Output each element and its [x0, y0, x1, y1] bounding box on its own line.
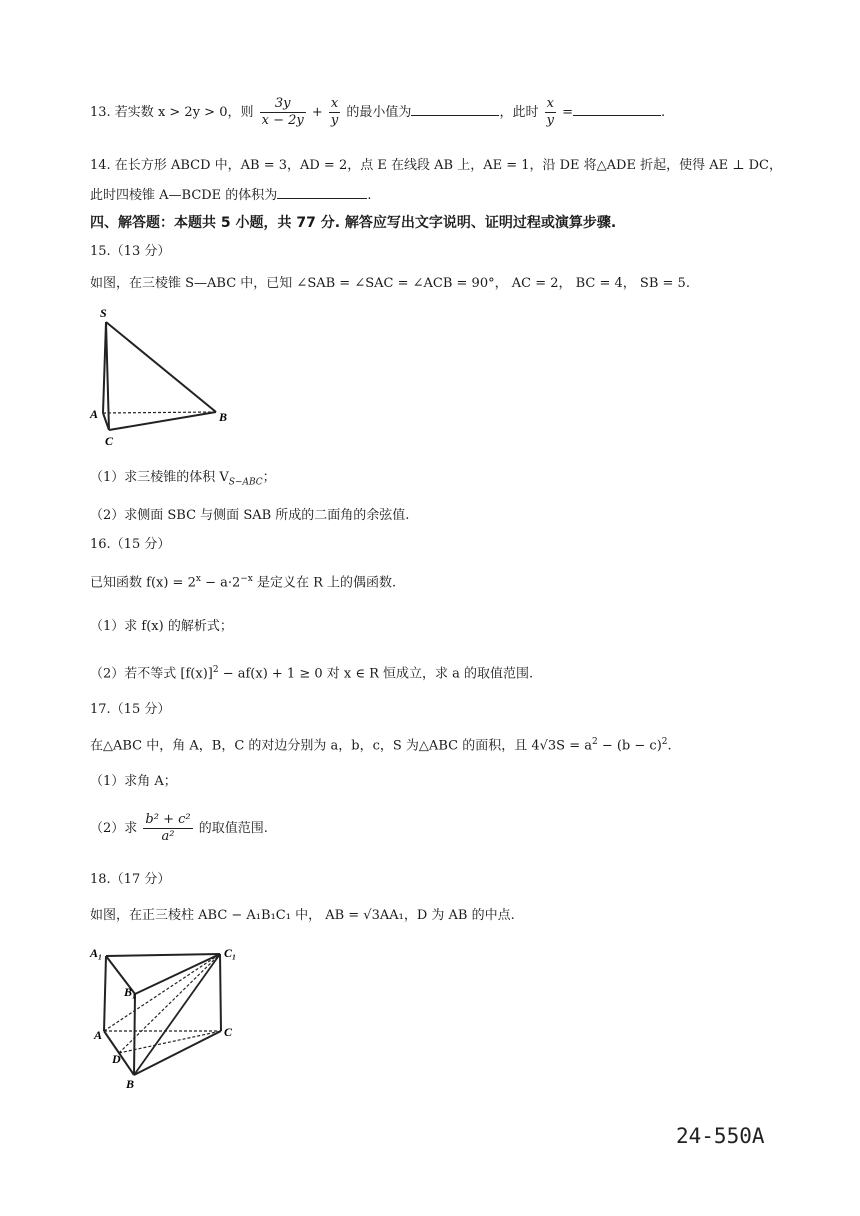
question-13: 13. 若实数 x > 2y > 0，则 $\frac{3y}{x - 2y}$ + $\frac{x}{y}$ 的最小值为 ，此时 $\frac{x}{y}$ = .: [90, 96, 666, 128]
q17-part-2: （2）求 $\frac{\text{b² + c²}}{\text{a²}}$ 的取值范围.: [90, 812, 268, 844]
q15-part-2: （2）求侧面 SBC 与侧面 SAB 所成的二面角的余弦值.: [90, 508, 410, 523]
q13-answer-blank-1: [411, 103, 499, 116]
q17-fraction: $\frac{\text{b² + c²}}{\text{a²}}$: [145, 812, 191, 844]
q15-pyramid-figure: [88, 302, 238, 452]
q18-label-a: A: [94, 1028, 103, 1042]
q15-header: 15.（13 分）: [90, 244, 171, 259]
section-4-heading: 四、解答题：本题共 5 小题，共 77 分. 解答应写出文字说明、证明过程或演算步骤.: [90, 215, 617, 231]
q13-fraction-1: $\frac{3y}{x - 2y}$: [261, 96, 304, 128]
question-14-line-2: 此时四棱锥 A—BCDE 的体积为 .: [90, 188, 372, 203]
q18-label-c: C: [224, 1025, 233, 1039]
q16-stem: 已知函数 $f(x) = 2^x - a\cdot 2^{-x}$ 是定义在 R 上的偶函数.: [90, 574, 397, 591]
q18-label-d: D: [112, 1052, 121, 1066]
question-14-line-1: 14. 在长方形 ABCD 中，AB = 3，AD = 2，点 E 在线段 AB 上，AE = 1，沿 DE 将△ADE 折起，使得 AE ⊥ DC，: [90, 158, 782, 173]
q18-header: 18.（17 分）: [90, 872, 171, 887]
q13-answer-blank-2: [573, 103, 661, 116]
q17-part-1: （1）求角 A；: [90, 774, 177, 789]
exam-code: 24-550A: [676, 1124, 765, 1148]
q15-part-1: （1）求三棱锥的体积 $V_{S-ABC}$；: [90, 470, 276, 488]
q15-label-a: A: [90, 407, 99, 421]
q18-label-a1: A₁: [90, 946, 103, 960]
q17-header: 17.（15 分）: [90, 702, 171, 717]
q16-part-1: （1）求 f(x) 的解析式；: [90, 619, 233, 634]
q14-answer-blank: [277, 186, 367, 199]
q18-label-b: B: [126, 1077, 135, 1091]
q18-prism-figure: [88, 940, 253, 1092]
q13-fraction-2: $\frac{x}{y}$: [330, 96, 339, 128]
q16-header: 16.（15 分）: [90, 537, 171, 552]
q18-label-c1: C₁: [224, 946, 237, 960]
q15-label-s: S: [100, 306, 107, 320]
q13-lead: 13. 若实数 x > 2y > 0，则: [90, 105, 254, 120]
q15-label-b: B: [219, 410, 228, 424]
q18-stem: 如图，在正三棱柱 ABC − A₁B₁C₁ 中， AB = √3AA₁，D 为 AB 的中点.: [90, 908, 515, 923]
q15-label-c: C: [105, 434, 114, 448]
q18-label-b1: B₁: [124, 985, 137, 999]
q17-stem: 在△ABC 中，角 A，B，C 的对边分别为 a，b，c，S 为△ABC 的面积，且 $4√3S = a^2 - (b - c)^2$.: [90, 737, 672, 754]
q15-stem: 如图，在三棱锥 S—ABC 中，已知 ∠SAB = ∠SAC = ∠ACB = 90°， AC = 2， BC = 4， SB = 5.: [90, 276, 690, 291]
q13-fraction-3: $\frac{x}{y}$: [546, 96, 554, 128]
q16-part-2: （2）若不等式 $[f(x)]^2 - af(x) + 1 \ge 0$ 对 x ∈ R 恒成立，求 a 的取值范围.: [90, 665, 534, 682]
